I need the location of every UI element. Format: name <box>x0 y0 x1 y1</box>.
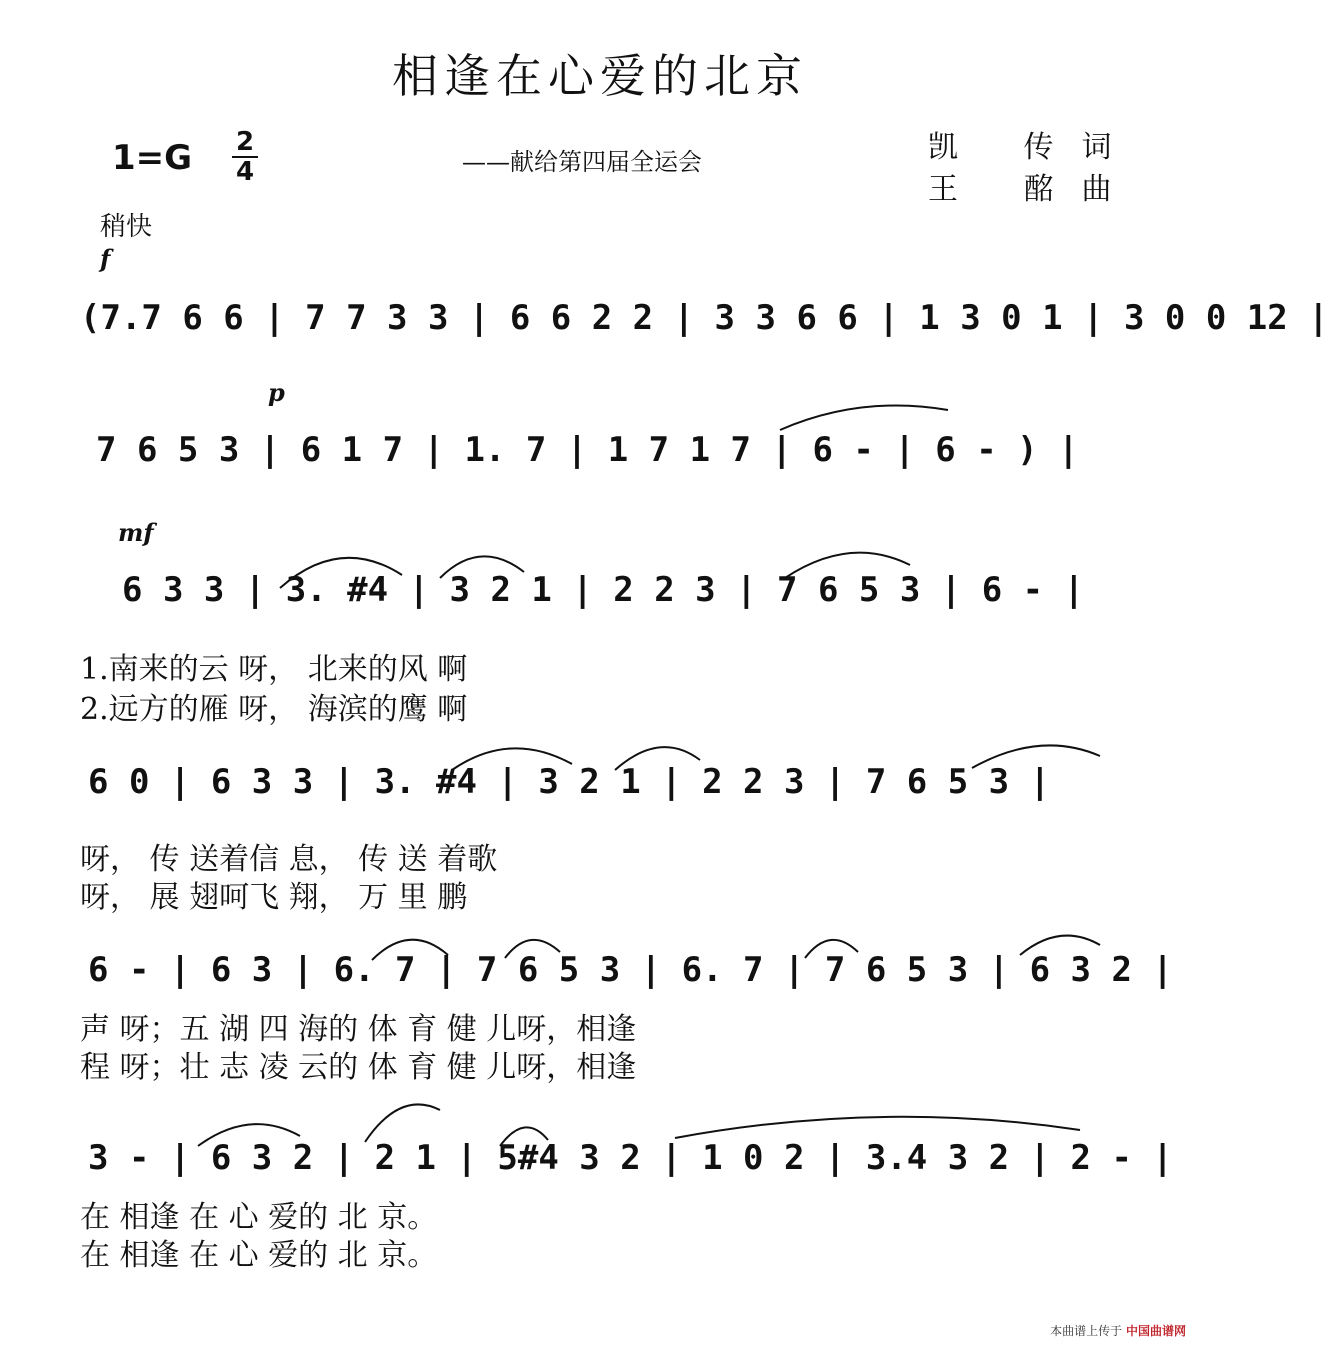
slur-row6-d <box>675 1117 1080 1138</box>
footer-text: 本曲谱上传于 <box>1050 1324 1123 1338</box>
time-signature-top: 2 <box>235 127 255 157</box>
slur-row3-b <box>440 556 524 578</box>
notation-row-4: 6 0 | 6 3 3 | 3. #4 | 3 2 1 | 2 2 3 | 7 6 5 3 | <box>88 762 1051 802</box>
dedication: ——献给第四届全运会 <box>462 148 702 176</box>
key-signature: 1=G <box>112 138 193 178</box>
slur-row6-c <box>500 1127 548 1146</box>
lyric-line-2-verse-2: 呀， 展 翅呵飞 翔， 万 里 鹏 <box>80 880 468 915</box>
slur-row5-d <box>1020 936 1100 955</box>
lyric-line-4-verse-1: 在 相逢 在 心 爱的 北 京。 <box>80 1200 438 1235</box>
lyric-line-3-verse-2: 程 呀；壮 志 凌 云的 体 育 健 儿呀，相逢 <box>80 1050 637 1085</box>
slur-row3-c <box>785 553 910 578</box>
slur-row6-b <box>365 1104 440 1142</box>
slur-row4-a <box>452 748 572 770</box>
notation-row-1: (7.7 6 6 | 7 7 3 3 | 6 6 2 2 | 3 3 6 6 | 1 3 0 1 | 3 0 0 12 | <box>80 298 1329 338</box>
dynamic-piano: p <box>268 378 285 407</box>
lyric-line-4-verse-2: 在 相逢 在 心 爱的 北 京。 <box>80 1238 438 1273</box>
site-brand[interactable]: 中国曲谱网 <box>1125 1324 1186 1338</box>
lyric-line-2-verse-1: 呀， 传 送着信 息， 传 送 着歌 <box>80 842 498 877</box>
notation-row-5: 6 - | 6 3 | 6. 7 | 7 6 5 3 | 6. 7 | 7 6 5 3 | 6 3 2 | <box>88 950 1173 990</box>
time-signature-bottom: 4 <box>235 157 255 187</box>
dynamic-mezzo-forte: mf <box>118 518 154 547</box>
notation-row-6: 3 - | 6 3 2 | 2 1 | 5#4 3 2 | 1 0 2 | 3.4 3 2 | 2 - | <box>88 1138 1173 1178</box>
upload-footer <box>1050 1322 1186 1339</box>
slur-row5-a <box>372 940 448 960</box>
slur-row6-a <box>198 1124 300 1146</box>
notation-row-2: 7 6 5 3 | 6 1 7 | 1. 7 | 1 7 1 7 | 6 - | 6 - ) | <box>96 430 1079 470</box>
dynamic-forte: f <box>100 244 111 273</box>
lyric-line-1-verse-1: 1.南来的云 呀， 北来的风 啊 <box>80 652 468 687</box>
lyric-line-3-verse-1: 声 呀；五 湖 四 海的 体 育 健 儿呀，相逢 <box>80 1012 637 1047</box>
lyricist-credit: 凯 传词 <box>928 130 1140 165</box>
slur-row3-a <box>280 558 402 588</box>
slur-row4-c <box>972 745 1100 768</box>
slur-row5-c <box>805 940 858 958</box>
slur-row5-b <box>505 940 560 958</box>
composer-credit: 王 酩曲 <box>928 172 1140 207</box>
tempo-marking: 稍快 <box>100 212 153 242</box>
slur-row4-b <box>615 747 700 770</box>
slur-row2 <box>780 406 948 431</box>
notation-row-3: 6 3 3 | 3. #4 | 3 2 1 | 2 2 3 | 7 6 5 3 | 6 - | <box>122 570 1085 610</box>
lyric-line-1-verse-2: 2.远方的雁 呀， 海滨的鹰 啊 <box>80 692 468 727</box>
song-title: 相逢在心爱的北京 <box>392 49 808 103</box>
